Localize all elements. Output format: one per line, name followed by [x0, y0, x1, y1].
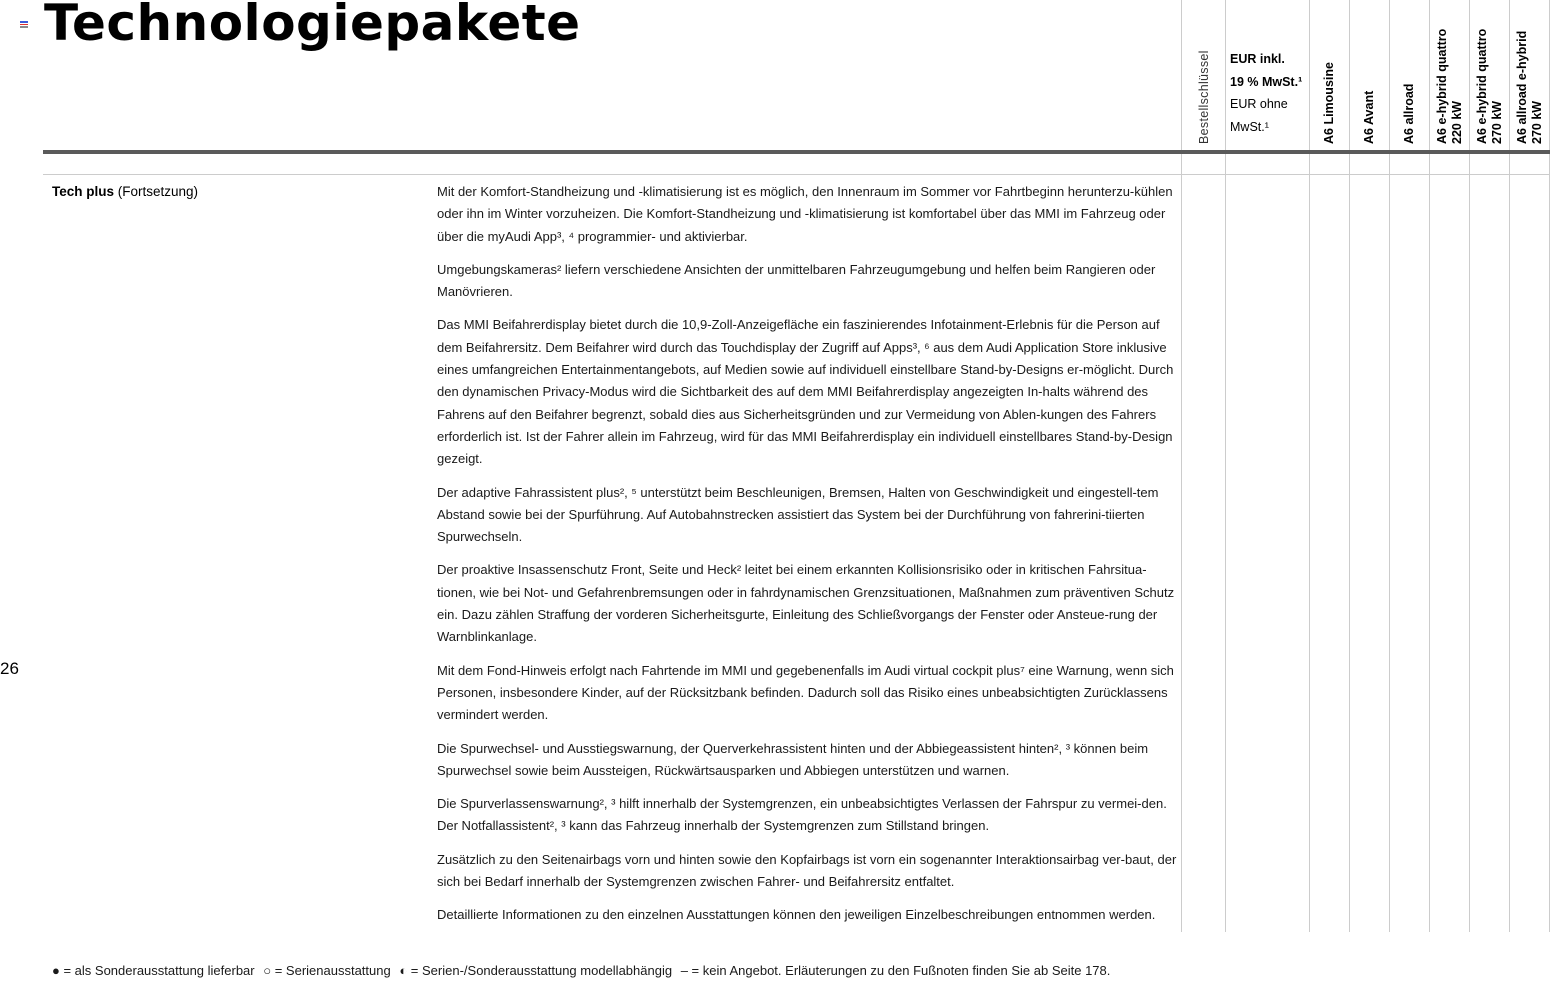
- paragraph: Der adaptive Fahrassistent plus², ⁵ unterstützt beim Beschleunigen, Bremsen, Halten von Geschwindigkeit und eingestell-tem Abstand sowie bei der Spurführung. Auf Autobahnstrecken assistiert das System bei der Durchführung von fahrerini-tiierten Spurwechseln.: [437, 484, 1159, 545]
- price-gross-line2: 19 % MwSt.¹: [1230, 74, 1303, 89]
- page-title: Technologiepakete: [44, 0, 581, 52]
- column-header-model: A6 e-hybrid quattro 270 kW: [1475, 28, 1504, 144]
- column-divider: [1309, 0, 1310, 932]
- header-rule: [43, 150, 1550, 154]
- section-name: Tech plus: [52, 184, 115, 199]
- column-divider: [1181, 0, 1182, 932]
- paragraph: Der proaktive Insassenschutz Front, Seite und Heck² leitet bei einem erkannten Kollisionsrisiko oder in kritischen Fahrsitua-tionen, wie bei Not- und Gefahrenbremsungen oder in fahrdynamischen Grenzsituationen, Maßnahmen zum präventiven Schutz ein. Dazu zählen Straffung der vorderen Sicherheitsgurte, Einleitung des Schließvorgangs der Fenster oder Ansteue-rung der Warnblinkanlage.: [437, 562, 1175, 645]
- legend-standard: ○ = Serienausstattung: [263, 963, 391, 978]
- column-header-model: A6 allroad e-hybrid 270 kW: [1515, 30, 1544, 144]
- section-suffix: (Fortsetzung): [114, 184, 199, 199]
- flag-icon: [20, 21, 28, 29]
- column-header-model: A6 Limousine: [1322, 62, 1336, 144]
- column-divider: [1225, 0, 1226, 932]
- legend-optional: ● = als Sonderausstattung lieferbar: [52, 963, 255, 978]
- description-text: [437, 181, 1177, 938]
- price-net-line2: MwSt.¹: [1230, 119, 1269, 134]
- paragraph: Mit der Komfort-Standheizung und -klimatisierung ist es möglich, den Innenraum im Sommer vor Fahrtbeginn herunterzu-kühlen oder ihn im Winter vorzuheizen. Die Komfort-Standheizung und -klimatisierung ist komfortabel über das MMI im Fahrzeug oder über die myAudi App³, ⁴ programmier- und aktivierbar.: [437, 184, 1173, 244]
- legend: [52, 963, 1115, 978]
- column-divider: [1389, 0, 1390, 932]
- page-number: 26: [0, 659, 19, 678]
- paragraph: Das MMI Beifahrerdisplay bietet durch die 10,9-Zoll-Anzeigefläche ein faszinierendes Infotainment-Erlebnis für die Person auf dem Beifahrersitz. Dem Beifahrer wird durch das Touchdisplay der Zugriff auf Apps³, ⁶ aus dem Audi Application Store inklusive eines umfangreichen Entertainmentangebots, auf Medien sowie auf individuell einstellbare Stand-by-Designs er-möglicht. Durch den dynamischen Privacy-Modus wird die Sichtbarkeit des auf dem MMI Beifahrerdisplay angezeigten In-halts während des Fahrens auf den Beifahrer begrenzt, sobald dies aus Sicherheitsgründen und zur Vermeidung von Ablen-kungen des Fahrers erforderlich ist. Ist der Fahrer allein im Fahrzeug, wird für das MMI Beifahrerdisplay ein individuell einstellbares Stand-by-Design gezeigt.: [437, 317, 1174, 467]
- legend-model-dependent: ◐ = Serien-/Sonderausstattung modellabhängig: [399, 963, 673, 978]
- paragraph: Umgebungskameras² liefern verschiedene Ansichten der unmittelbaren Fahrzeugumgebung und helfen beim Rangieren oder Manövrieren.: [437, 261, 1156, 300]
- column-header-model: A6 Avant: [1362, 90, 1376, 144]
- column-divider: [1349, 0, 1350, 932]
- column-divider: [1469, 0, 1470, 932]
- column-divider: [1429, 0, 1430, 932]
- paragraph: Mit dem Fond-Hinweis erfolgt nach Fahrtende im MMI und gegebenenfalls im Audi virtual cockpit plus⁷ eine Warnung, wenn sich Personen, insbesondere Kinder, auf der Rücksitzbank befinden. Dadurch soll das Risiko eines unbeabsichtigten Zurücklassens vermindert werden.: [437, 662, 1174, 723]
- column-divider: [1509, 0, 1510, 932]
- column-header-model: A6 allroad: [1402, 83, 1416, 144]
- column-header-order-key: Bestellschlüssel: [1197, 50, 1211, 144]
- paragraph: Detaillierte Informationen zu den einzelnen Ausstattungen können den jeweiligen Einzelbeschreibungen entnommen werden.: [437, 907, 1156, 923]
- row-rule: [43, 174, 1550, 175]
- column-header-price: [1230, 48, 1310, 138]
- column-header-model: A6 e-hybrid quattro 220 kW: [1435, 28, 1464, 144]
- paragraph: Zusätzlich zu den Seitenairbags vorn und hinten sowie den Kopfairbags ist vorn ein sogenannter Interaktionsairbag ver-baut, der sich bei Bedarf innerhalb der Systemgrenzen zwischen Fahrer- und Beifahrersitz entfaltet.: [437, 851, 1177, 890]
- price-gross-line1: EUR inkl.: [1230, 52, 1285, 66]
- paragraph: Die Spurverlassenswarnung², ³ hilft innerhalb der Systemgrenzen, ein unbeabsichtigtes Verlassen der Fahrspur zu vermei-den. Der Notfallassistent², ³ kann das Fahrzeug innerhalb der Systemgrenzen zum Stillstand bringen.: [437, 796, 1167, 834]
- paragraph: Die Spurwechsel- und Ausstiegswarnung, der Querverkehrassistent hinten und der Abbiegeassistent hinten², ³ können beim Spurwechsel sowie beim Aussteigen, Rückwärtsausparken und Abbiegen unterstützen und warnen.: [437, 740, 1149, 778]
- legend-none: – = kein Angebot. Erläuterungen zu den Fußnoten finden Sie ab Seite 178.: [680, 963, 1111, 978]
- price-net-line1: EUR ohne: [1230, 97, 1288, 111]
- section-label: [52, 184, 198, 199]
